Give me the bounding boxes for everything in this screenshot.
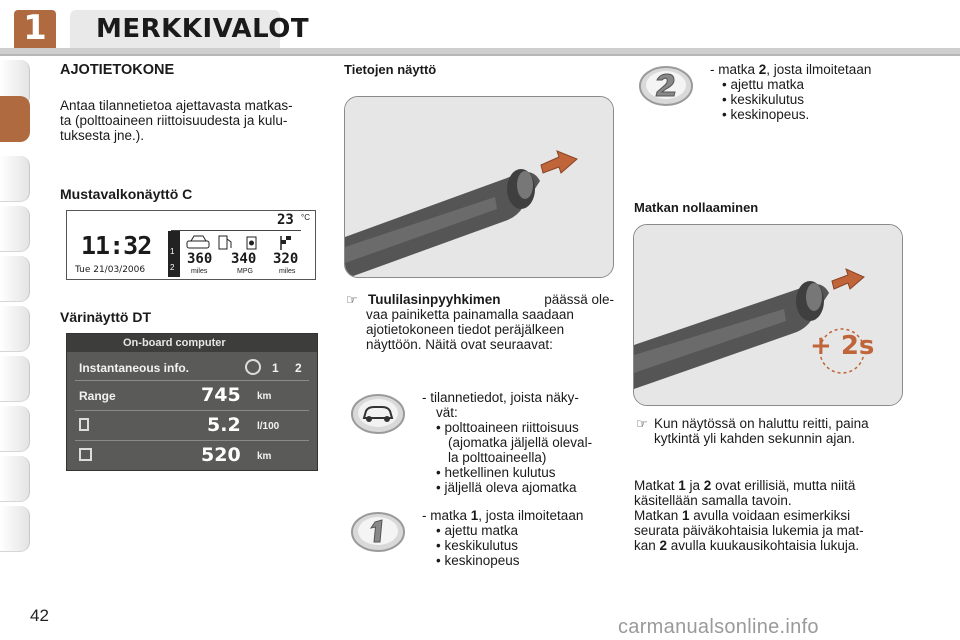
- item-b-line: [422, 508, 614, 523]
- item-a-bullet: • polttoaineen riittoisuus: [436, 420, 579, 435]
- item-a-lead2: vät:: [436, 405, 458, 420]
- mono-trip-1: 1: [170, 247, 175, 256]
- mono-date: Tue 21/03/2006: [75, 265, 146, 275]
- intro-line: ta (polttoaineen riittoisuudesta ja kulu-: [60, 113, 288, 128]
- item-a-bullet: (ajomatka jäljellä oleval-: [448, 435, 593, 450]
- flag-icon: [79, 448, 92, 461]
- mono-value-2: 340: [231, 251, 257, 267]
- color-display: [66, 333, 318, 471]
- instruction-bold: Tuulilasinpyyhkimen: [368, 292, 501, 307]
- chequered-flag-icon: [281, 236, 291, 250]
- instruction-line: vaa painiketta painamalla saadaan: [366, 307, 574, 322]
- consumption-icon: [247, 237, 256, 249]
- item-c-bullet: • keskikulutus: [722, 92, 805, 107]
- color-distance-unit: km: [257, 451, 272, 462]
- instruction-line: päässä ole-: [544, 292, 614, 307]
- reset-hold-badge: + 2s: [810, 331, 875, 361]
- mono-temp-unit: °C: [301, 213, 310, 222]
- item-b-bullet: • ajettu matka: [436, 523, 519, 538]
- reset-photo: [633, 224, 903, 406]
- color-row-info: Instantaneous info.: [79, 361, 190, 375]
- display-heading: Tietojen näyttö: [344, 62, 437, 77]
- trips-paragraph-line: [634, 478, 904, 493]
- color-range-unit: km: [257, 391, 272, 402]
- car-button-icon: [350, 392, 406, 436]
- divider: [75, 440, 309, 441]
- item-c-post: , josta ilmoitetaan: [766, 62, 872, 77]
- color-range-value: 745: [201, 384, 241, 406]
- example-paragraph-line: [634, 538, 904, 553]
- chapter-rail: [0, 56, 34, 576]
- fuel-icon: [79, 418, 89, 431]
- rail-tab-active: [0, 96, 30, 142]
- rail-tab: [0, 406, 30, 452]
- color-consumption-value: 5.2: [207, 414, 241, 436]
- page-title: MERKKIVALOT: [96, 14, 310, 44]
- item-c-line: [710, 62, 910, 77]
- watermark: carmanualsonline.info: [618, 616, 819, 638]
- item-c-bullet: • keskinopeus.: [722, 107, 810, 122]
- rail-tab: [0, 156, 30, 202]
- item-a-bullet: • hetkellinen kulutus: [436, 465, 556, 480]
- item-b-bullet: • keskinopeus: [436, 553, 520, 568]
- color-trip-2: 2: [295, 361, 302, 375]
- reset-text-line: kytkintä yli kahden sekunnin ajan.: [654, 431, 856, 446]
- trips-paragraph-line: käsitellään samalla tavoin.: [634, 493, 792, 508]
- color-range-label: Range: [79, 389, 116, 403]
- color-consumption-unit: l/100: [257, 421, 280, 432]
- item-b-pre: - matka: [422, 508, 471, 523]
- intro-line: Antaa tilannetietoa ajettavasta matkas-: [60, 98, 293, 113]
- rail-tab: [0, 506, 30, 552]
- color-display-heading: Värinäyttö DT: [60, 309, 152, 325]
- p2-n2: 2: [659, 538, 668, 553]
- mono-trip-2: 2: [170, 263, 175, 272]
- item-c-bullet: • ajettu matka: [722, 77, 805, 92]
- header-rule-line: [0, 54, 960, 56]
- section-heading: AJOTIETOKONE: [60, 62, 175, 78]
- mono-temp: 23: [277, 212, 294, 228]
- p1-n1: 1: [678, 478, 686, 493]
- mono-value-3: 320: [273, 251, 299, 267]
- item-a-lead: - tilannetiedot, joista näky-: [422, 390, 579, 405]
- p2-n1: 1: [682, 508, 690, 523]
- chapter-number: 1: [23, 8, 47, 48]
- rail-tab: [0, 456, 30, 502]
- mono-display: [66, 210, 316, 280]
- rail-tab: [0, 306, 30, 352]
- mono-unit-2: MPG: [237, 268, 253, 275]
- mono-value-1: 360: [187, 251, 213, 267]
- bullet-icon: ☞: [636, 416, 648, 431]
- rail-tab: [0, 356, 30, 402]
- reset-stalk-illustration: [634, 225, 903, 406]
- p2-a: Matkan: [634, 508, 683, 523]
- item-c-pre: - matka: [710, 62, 759, 77]
- divider: [75, 380, 309, 381]
- fuel-pump-icon: [219, 236, 231, 249]
- p2-b: avulla voidaan esimerkiksi: [689, 508, 851, 523]
- page-number: 42: [30, 606, 49, 625]
- trip-1-icon: [350, 510, 406, 554]
- reset-text-line: Kun näytössä on haluttu reitti, paina: [654, 416, 869, 431]
- wiper-stalk-illustration: [345, 97, 614, 278]
- mono-display-heading: Mustavalkonäyttö C: [60, 186, 193, 202]
- instruction-line: näyttöön. Näitä ovat seuraavat:: [366, 337, 553, 352]
- instruction-line: ajotietokoneen tiedot peräjälkeen: [366, 322, 565, 337]
- rail-tab: [0, 256, 30, 302]
- trip-2-icon: [638, 64, 694, 108]
- divider: [75, 410, 309, 411]
- p1-a: Matkat: [634, 478, 679, 493]
- item-a-bullet: la polttoaineella): [448, 450, 547, 465]
- p1-c: ovat erillisiä, mutta niitä: [711, 478, 856, 493]
- rail-tab: [0, 206, 30, 252]
- p1-b: ja: [685, 478, 704, 493]
- p2-c: kan: [634, 538, 660, 553]
- color-display-title: On-board computer: [123, 337, 226, 349]
- p2-d: avulla kuukausikohtaisia lukuja.: [667, 538, 860, 553]
- item-c-num: 2: [758, 62, 767, 77]
- mono-icons: [185, 233, 313, 253]
- stalk-photo: [344, 96, 614, 278]
- example-paragraph-line: [634, 508, 904, 523]
- item-b-num: 1: [470, 508, 479, 523]
- mono-clock: 11:32: [81, 231, 152, 260]
- mono-unit-1: miles: [191, 268, 208, 275]
- reset-heading: Matkan nollaaminen: [634, 200, 759, 215]
- item-a-bullet: • jäljellä oleva ajomatka: [436, 480, 577, 495]
- p1-n2: 2: [703, 478, 712, 493]
- color-trip-1: 1: [272, 361, 279, 375]
- bullet-icon: ☞: [346, 292, 358, 307]
- example-paragraph-line: seurata päiväkohtaisia lukemia ja mat-: [634, 523, 864, 538]
- color-distance-value: 520: [201, 444, 241, 466]
- item-b-post: , josta ilmoitetaan: [478, 508, 584, 523]
- car-icon: [187, 236, 209, 248]
- mono-unit-3: miles: [279, 268, 296, 275]
- info-dial-icon: [245, 359, 261, 375]
- intro-line: tuksesta jne.).: [60, 128, 145, 143]
- item-b-bullet: • keskikulutus: [436, 538, 519, 553]
